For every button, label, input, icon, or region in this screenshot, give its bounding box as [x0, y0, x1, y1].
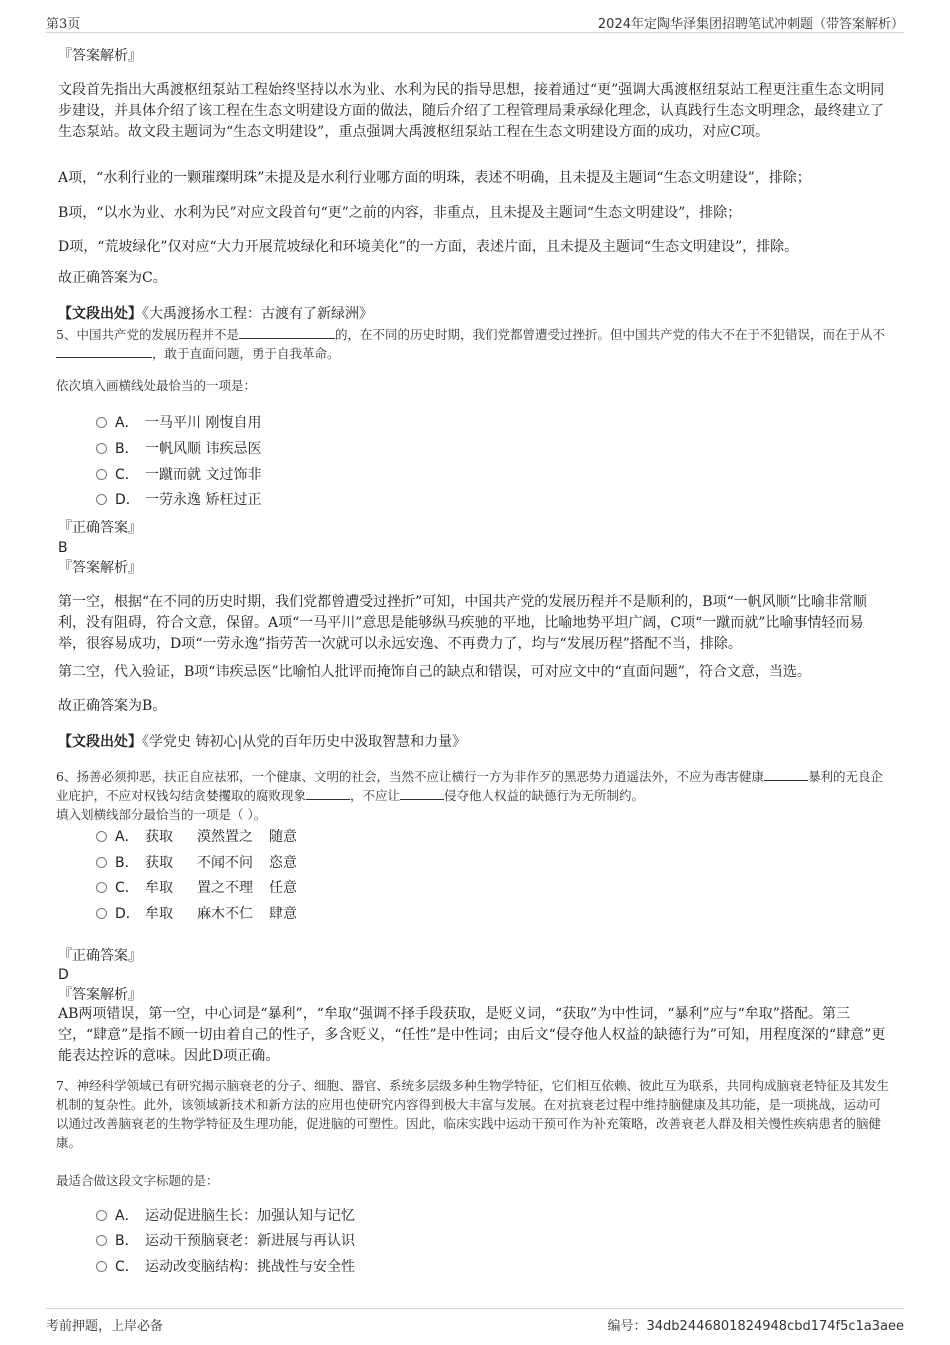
q5-prompt: 依次填入画横线处最恰当的一项是：	[56, 378, 257, 393]
q5-analysis-p3: 故正确答案为B。	[58, 698, 167, 714]
q5-source-text: 《学党史 铸初心|从党的百年历史中汲取智慧和力量》	[142, 734, 467, 750]
q4-analysis-p5: 故正确答案为C。	[58, 270, 167, 286]
document-id: 编号：34db2446801824948cbd174f5c1a3aee	[607, 1319, 904, 1334]
q4-analysis-label: 『答案解析』	[58, 48, 142, 64]
radio-icon[interactable]	[96, 1261, 107, 1272]
q6-option-d[interactable]: D． 牟取 麻木不仁 肆意	[96, 904, 297, 924]
q6-option-c[interactable]: C． 牟取 置之不理 任意	[96, 878, 297, 898]
q4-analysis-p2: A项，“水利行业的一颗璀璨明珠”未提及是水利行业哪方面的明珠，表述不明确，且未提及主题词“生态文明建设”，排除；	[58, 170, 811, 186]
q6-answer: D	[58, 967, 69, 983]
q4-analysis-p4: D项，“荒坡绿化”仅对应“大力开展荒坡绿化和环境美化”的一方面，表述片面，且未提及主题词“生态文明建设”，排除。	[58, 239, 799, 255]
radio-icon[interactable]	[96, 494, 107, 505]
q5-option-a[interactable]: A． 一马平川 刚愎自用	[96, 413, 261, 433]
radio-icon[interactable]	[96, 443, 107, 454]
radio-icon[interactable]	[96, 1210, 107, 1221]
q6-analysis-p1: AB两项错误，第一空，中心词是“暴利”，“牟取”强调不择手段获取，是贬义词，“获取”为中性词，“暴利”应与“牟取”搭配。第三空，“肆意”是指不顾一切由着自己的性子，多含贬义，“任性”是中性词；由后文“侵夺他人权益的缺德行为”可知，用程度深的“肆意”更能表达控诉的意味。因此D项正确。	[58, 1006, 886, 1064]
q6-stem: 6、扬善必须抑恶，扶正自应祛邪，一个健康、文明的社会，当然不应让横行一方为非作歹的黑恶势力逍遥法外，不应为毒害健康 暴利的无良企业庇护，不应对权钱勾结贪婪攫取的腐败现象 ，不应让 侵夺他人权益的缺德行为无所制约。	[56, 769, 883, 803]
q7-option-a[interactable]: A． 运动促进脑生长：加强认知与记忆	[96, 1206, 355, 1226]
q5-answer-label: 『正确答案』	[58, 520, 142, 536]
q4-analysis-p1: 文段首先指出大禹渡枢纽泵站工程始终坚持以水为业、水利为民的指导思想，接着通过“更”强调大禹渡枢纽泵站工程更注重生态文明同步建设，并具体介绍了该工程在生态文明建设方面的做法，随后介绍了工程管理局秉承绿化理念，认真践行生态文明理念，最终建立了生态泵站。故文段主题词为“生态文明建设”，重点强调大禹渡枢纽泵站工程在生态文明建设方面的成功，对应C项。	[58, 82, 885, 140]
q5-answer: B	[58, 540, 68, 556]
q7-prompt: 最适合做这段文字标题的是：	[56, 1173, 219, 1188]
q6-option-b[interactable]: B． 获取 不闻不问 恣意	[96, 853, 297, 873]
q4-analysis-p3: B项，“以水为业、水利为民”对应文段首句“更”之前的内容，非重点，且未提及主题词“生态文明建设”，排除；	[58, 205, 742, 221]
q4-source-text: 《大禹渡扬水工程：古渡有了新绿洲》	[142, 306, 373, 322]
q6-prompt: 填入划横线部分最恰当的一项是（ ）。	[56, 807, 267, 822]
q5-option-c[interactable]: C． 一蹴而就 文过饰非	[96, 465, 261, 485]
q7-stem: 7、神经科学领域已有研究揭示脑衰老的分子、细胞、器官、系统多层级多种生物学特征，它们相互依赖、彼此互为联系，共同构成脑衰老特征及其发生机制的复杂性。此外，该领域新技术和新方法的应用也使研究内容得到极大丰富与发展。在对抗衰老过程中维持脑健康及其功能，是一项挑战，运动可以通过改善脑衰老的生物学特征及生理功能，促进脑的可塑性。因此，临床实践中运动干预可作为补充策略，改善衰老人群及相关慢性疾病患者的脑健康。	[56, 1078, 889, 1150]
q5-analysis-label: 『答案解析』	[58, 560, 142, 576]
q5-analysis-p1: 第一空，根据“在不同的历史时期，我们党都曾遭受过挫折”可知，中国共产党的发展历程并不是顺利的，B项“一帆风顺”比喻非常顺利，没有阻碍，符合文意，保留。A项“一马平川”意思是能够纵马疾驰的平地，比喻地势平坦广阔，C项“一蹴而就”比喻事情轻而易举，很容易成功，D项“一劳永逸”指劳苦一次就可以永远安逸、不再费力了，均与“发展历程”搭配不当，排除。	[58, 594, 867, 652]
radio-icon[interactable]	[96, 831, 107, 842]
q5-option-d[interactable]: D． 一劳永逸 矫枉过正	[96, 490, 261, 510]
q5-source	[58, 731, 466, 751]
q7-option-c[interactable]: C． 运动改变脑结构：挑战性与安全性	[96, 1257, 355, 1277]
radio-icon[interactable]	[96, 469, 107, 480]
q6-answer-label: 『正确答案』	[58, 948, 142, 964]
radio-icon[interactable]	[96, 417, 107, 428]
radio-icon[interactable]	[96, 882, 107, 893]
radio-icon[interactable]	[96, 908, 107, 919]
q5-stem: 5、中国共产党的发展历程并不是 的，在不同的历史时期，我们党都曾遭受过挫折。但中国共产党的伟大不在于不犯错误，而在于从不，敢于直面问题，勇于自我革命。	[56, 327, 885, 361]
radio-icon[interactable]	[96, 1235, 107, 1246]
page-header	[46, 10, 904, 33]
footer-slogan: 考前押题，上岸必备	[46, 1319, 164, 1334]
q6-analysis-label: 『答案解析』	[58, 987, 142, 1003]
q4-source-label: 【文段出处】	[58, 306, 142, 322]
q5-option-b[interactable]: B． 一帆风顺 讳疾忌医	[96, 439, 261, 459]
page-footer	[46, 1308, 904, 1339]
q6-option-a[interactable]: A． 获取 漠然置之 随意	[96, 827, 297, 847]
q4-source	[58, 303, 373, 323]
q5-source-label: 【文段出处】	[58, 734, 142, 750]
document-title: 2024年定陶华泽集团招聘笔试冲刺题（带答案解析）	[597, 17, 904, 32]
q7-option-b[interactable]: B． 运动干预脑衰老：新进展与再认识	[96, 1231, 355, 1251]
radio-icon[interactable]	[96, 857, 107, 868]
page-number: 第3页	[46, 17, 81, 32]
q5-analysis-p2: 第二空，代入验证，B项“讳疾忌医”比喻怕人批评而掩饰自己的缺点和错误，可对应文中的“直面问题”，符合文意，当选。	[58, 664, 811, 680]
